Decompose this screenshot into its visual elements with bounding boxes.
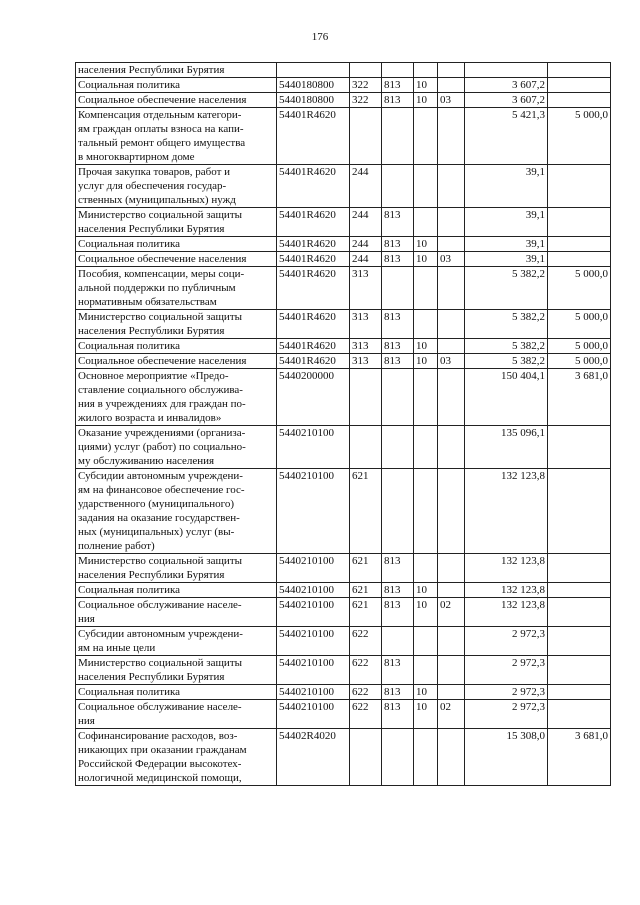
cell-amount: 2 972,3 [465, 627, 548, 656]
cell-name: Прочая закупка товаров, работ и услуг для обеспечения государ- ственных (муниципальных) нужд [76, 165, 277, 208]
budget-table-body [76, 63, 611, 786]
cell-target-code: 5440210100 [277, 685, 350, 700]
cell-expense-type: 621 [350, 469, 382, 554]
table-row [76, 63, 611, 78]
cell-target-code: 5440210100 [277, 656, 350, 685]
cell-expense-type: 244 [350, 208, 382, 237]
cell-name: Министерство социальной защиты населения Республики Бурятия [76, 656, 277, 685]
cell-name: Социальное обеспечение населения [76, 93, 277, 108]
cell-name: Социальная политика [76, 685, 277, 700]
cell-federal-amount [548, 583, 611, 598]
table-row [76, 583, 611, 598]
cell-federal-amount [548, 78, 611, 93]
cell-name: Субсидии автономным учреждени- ям на финансовое обеспечение гос- ударственного (муниципального) задания на оказание государствен- ных (муниципальных) услуг (вы- полнение работ) [76, 469, 277, 554]
cell-administrator: 813 [382, 554, 414, 583]
cell-administrator: 813 [382, 252, 414, 267]
cell-section: 10 [414, 700, 438, 729]
cell-subsection: 02 [438, 700, 465, 729]
cell-administrator: 813 [382, 583, 414, 598]
cell-expense-type: 244 [350, 237, 382, 252]
cell-section [414, 165, 438, 208]
table-row [76, 354, 611, 369]
cell-name: Социальная политика [76, 237, 277, 252]
cell-expense-type: 313 [350, 354, 382, 369]
cell-target-code: 54401R4620 [277, 354, 350, 369]
cell-expense-type: 621 [350, 583, 382, 598]
cell-expense-type [350, 369, 382, 426]
cell-section [414, 729, 438, 786]
cell-name: Компенсация отдельным категори- ям граждан оплаты взноса на капи- тальный ремонт общего имущества в многоквартирном доме [76, 108, 277, 165]
cell-subsection [438, 369, 465, 426]
cell-federal-amount: 3 681,0 [548, 369, 611, 426]
cell-section: 10 [414, 598, 438, 627]
cell-expense-type [350, 108, 382, 165]
cell-section [414, 63, 438, 78]
cell-administrator: 813 [382, 700, 414, 729]
table-row [76, 267, 611, 310]
cell-section: 10 [414, 339, 438, 354]
cell-subsection [438, 108, 465, 165]
cell-section: 10 [414, 685, 438, 700]
cell-expense-type [350, 729, 382, 786]
cell-section: 10 [414, 583, 438, 598]
cell-expense-type: 622 [350, 700, 382, 729]
page-number: 176 [311, 31, 329, 43]
cell-name: Социальное обслуживание населе- ния [76, 700, 277, 729]
cell-administrator: 813 [382, 598, 414, 627]
cell-subsection [438, 165, 465, 208]
cell-section [414, 426, 438, 469]
cell-subsection [438, 656, 465, 685]
cell-administrator: 813 [382, 93, 414, 108]
cell-federal-amount [548, 656, 611, 685]
cell-expense-type: 313 [350, 267, 382, 310]
cell-administrator: 813 [382, 354, 414, 369]
cell-section [414, 627, 438, 656]
cell-target-code: 5440210100 [277, 598, 350, 627]
cell-federal-amount [548, 93, 611, 108]
cell-federal-amount [548, 252, 611, 267]
cell-administrator: 813 [382, 78, 414, 93]
cell-administrator [382, 63, 414, 78]
table-row [76, 656, 611, 685]
table-row [76, 339, 611, 354]
cell-administrator: 813 [382, 339, 414, 354]
cell-target-code: 5440210100 [277, 426, 350, 469]
cell-target-code: 54401R4620 [277, 108, 350, 165]
cell-federal-amount [548, 627, 611, 656]
cell-section: 10 [414, 237, 438, 252]
cell-target-code: 54401R4620 [277, 267, 350, 310]
cell-expense-type: 621 [350, 554, 382, 583]
cell-amount [465, 63, 548, 78]
cell-name: Министерство социальной защиты населения Республики Бурятия [76, 310, 277, 339]
cell-federal-amount: 5 000,0 [548, 267, 611, 310]
cell-target-code: 5440210100 [277, 627, 350, 656]
cell-name: Социальное обеспечение населения [76, 252, 277, 267]
cell-section [414, 267, 438, 310]
cell-section [414, 108, 438, 165]
cell-administrator: 813 [382, 656, 414, 685]
cell-target-code: 5440210100 [277, 583, 350, 598]
cell-federal-amount [548, 554, 611, 583]
table-row [76, 237, 611, 252]
cell-section [414, 369, 438, 426]
cell-amount: 39,1 [465, 252, 548, 267]
cell-subsection [438, 469, 465, 554]
cell-amount: 39,1 [465, 237, 548, 252]
cell-subsection [438, 685, 465, 700]
cell-subsection: 03 [438, 354, 465, 369]
table-row [76, 165, 611, 208]
cell-federal-amount [548, 598, 611, 627]
cell-amount: 3 607,2 [465, 93, 548, 108]
cell-amount: 5 382,2 [465, 310, 548, 339]
table-row [76, 208, 611, 237]
cell-expense-type: 621 [350, 598, 382, 627]
cell-amount: 132 123,8 [465, 554, 548, 583]
cell-federal-amount: 5 000,0 [548, 108, 611, 165]
cell-amount: 3 607,2 [465, 78, 548, 93]
cell-federal-amount [548, 165, 611, 208]
cell-administrator: 813 [382, 310, 414, 339]
cell-target-code: 5440210100 [277, 700, 350, 729]
cell-name: Софинансирование расходов, воз- никающих при оказании гражданам Российской Федерации высокотех- нологичной медицинской помощи, [76, 729, 277, 786]
cell-administrator [382, 426, 414, 469]
cell-section: 10 [414, 252, 438, 267]
cell-expense-type: 622 [350, 685, 382, 700]
cell-target-code: 5440210100 [277, 554, 350, 583]
cell-amount: 135 096,1 [465, 426, 548, 469]
budget-table [75, 62, 611, 786]
cell-subsection [438, 237, 465, 252]
cell-expense-type: 322 [350, 78, 382, 93]
cell-name: Субсидии автономным учреждени- ям на иные цели [76, 627, 277, 656]
cell-target-code: 5440200000 [277, 369, 350, 426]
cell-expense-type [350, 426, 382, 469]
cell-name: населения Республики Бурятия [76, 63, 277, 78]
cell-administrator [382, 729, 414, 786]
cell-expense-type: 622 [350, 627, 382, 656]
table-row [76, 78, 611, 93]
cell-federal-amount: 3 681,0 [548, 729, 611, 786]
cell-amount: 2 972,3 [465, 656, 548, 685]
cell-target-code: 54402R4020 [277, 729, 350, 786]
cell-amount: 5 382,2 [465, 267, 548, 310]
table-row [76, 426, 611, 469]
cell-administrator [382, 267, 414, 310]
cell-target-code: 54401R4620 [277, 237, 350, 252]
cell-target-code [277, 63, 350, 78]
table-row [76, 598, 611, 627]
cell-subsection [438, 627, 465, 656]
cell-subsection [438, 78, 465, 93]
cell-administrator [382, 108, 414, 165]
cell-federal-amount: 5 000,0 [548, 310, 611, 339]
cell-amount: 132 123,8 [465, 469, 548, 554]
cell-subsection [438, 554, 465, 583]
cell-section [414, 656, 438, 685]
cell-amount: 2 972,3 [465, 685, 548, 700]
cell-name: Министерство социальной защиты населения Республики Бурятия [76, 208, 277, 237]
cell-expense-type: 244 [350, 165, 382, 208]
cell-section: 10 [414, 354, 438, 369]
cell-target-code: 54401R4620 [277, 339, 350, 354]
cell-administrator: 813 [382, 208, 414, 237]
cell-name: Основное мероприятие «Предо- ставление социального обслужива- ния в учреждениях для граждан по- жилого возраста и инвалидов» [76, 369, 277, 426]
cell-administrator [382, 369, 414, 426]
cell-administrator [382, 627, 414, 656]
cell-federal-amount: 5 000,0 [548, 354, 611, 369]
cell-subsection [438, 63, 465, 78]
table-row [76, 108, 611, 165]
cell-section [414, 469, 438, 554]
cell-target-code: 5440180800 [277, 78, 350, 93]
cell-name: Министерство социальной защиты населения Республики Бурятия [76, 554, 277, 583]
cell-federal-amount: 5 000,0 [548, 339, 611, 354]
cell-amount: 15 308,0 [465, 729, 548, 786]
cell-name: Социальная политика [76, 583, 277, 598]
cell-federal-amount [548, 700, 611, 729]
table-row [76, 369, 611, 426]
cell-subsection: 03 [438, 252, 465, 267]
cell-name: Оказание учреждениями (организа- циями) услуг (работ) по социально- му обслуживанию населения [76, 426, 277, 469]
cell-subsection [438, 426, 465, 469]
cell-federal-amount [548, 426, 611, 469]
cell-expense-type: 244 [350, 252, 382, 267]
table-row [76, 554, 611, 583]
table-row [76, 252, 611, 267]
cell-target-code: 5440210100 [277, 469, 350, 554]
cell-administrator: 813 [382, 685, 414, 700]
cell-administrator [382, 165, 414, 208]
cell-amount: 39,1 [465, 165, 548, 208]
cell-subsection: 02 [438, 598, 465, 627]
table-row [76, 685, 611, 700]
cell-subsection [438, 339, 465, 354]
cell-federal-amount [548, 237, 611, 252]
cell-expense-type [350, 63, 382, 78]
cell-section: 10 [414, 93, 438, 108]
cell-subsection [438, 267, 465, 310]
table-row [76, 310, 611, 339]
table-row [76, 93, 611, 108]
cell-amount: 39,1 [465, 208, 548, 237]
cell-subsection [438, 583, 465, 598]
cell-federal-amount [548, 208, 611, 237]
cell-section [414, 554, 438, 583]
cell-federal-amount [548, 685, 611, 700]
cell-administrator [382, 469, 414, 554]
cell-section [414, 310, 438, 339]
cell-target-code: 5440180800 [277, 93, 350, 108]
cell-amount: 5 421,3 [465, 108, 548, 165]
cell-subsection [438, 729, 465, 786]
cell-federal-amount [548, 63, 611, 78]
cell-subsection: 03 [438, 93, 465, 108]
cell-administrator: 813 [382, 237, 414, 252]
cell-subsection [438, 310, 465, 339]
cell-target-code: 54401R4620 [277, 208, 350, 237]
cell-name: Социальное обеспечение населения [76, 354, 277, 369]
cell-name: Социальная политика [76, 78, 277, 93]
cell-amount: 150 404,1 [465, 369, 548, 426]
cell-amount: 132 123,8 [465, 583, 548, 598]
cell-amount: 2 972,3 [465, 700, 548, 729]
cell-section: 10 [414, 78, 438, 93]
cell-amount: 132 123,8 [465, 598, 548, 627]
cell-name: Социальное обслуживание населе- ния [76, 598, 277, 627]
cell-name: Социальная политика [76, 339, 277, 354]
cell-expense-type: 322 [350, 93, 382, 108]
table-row [76, 469, 611, 554]
cell-target-code: 54401R4620 [277, 252, 350, 267]
cell-target-code: 54401R4620 [277, 165, 350, 208]
cell-expense-type: 313 [350, 339, 382, 354]
cell-federal-amount [548, 469, 611, 554]
cell-target-code: 54401R4620 [277, 310, 350, 339]
table-row [76, 627, 611, 656]
table-row [76, 700, 611, 729]
cell-name: Пособия, компенсации, меры соци- альной поддержки по публичным нормативным обязательствам [76, 267, 277, 310]
cell-amount: 5 382,2 [465, 339, 548, 354]
cell-section [414, 208, 438, 237]
table-row [76, 729, 611, 786]
cell-expense-type: 622 [350, 656, 382, 685]
cell-subsection [438, 208, 465, 237]
cell-expense-type: 313 [350, 310, 382, 339]
cell-amount: 5 382,2 [465, 354, 548, 369]
